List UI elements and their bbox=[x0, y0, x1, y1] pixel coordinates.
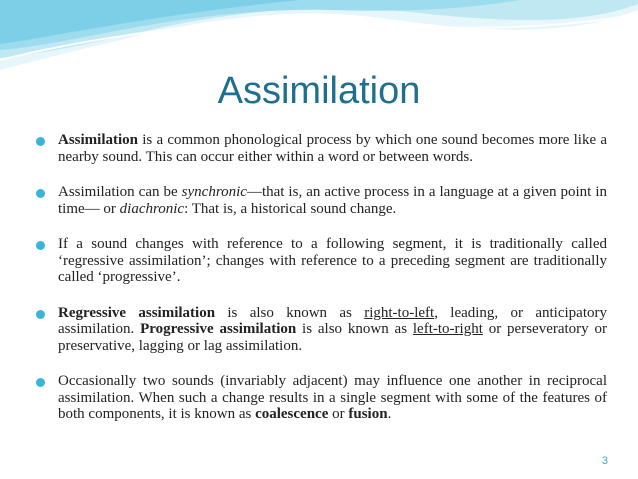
bullet-text bbox=[58, 373, 607, 423]
page-number: 3 bbox=[601, 455, 608, 467]
text-run: —that is, an active process in a language at a given point in time— or bbox=[58, 184, 607, 217]
bullet-dot-icon bbox=[36, 241, 45, 250]
text-run: or bbox=[328, 406, 349, 422]
bullet-item bbox=[36, 184, 607, 217]
text-run: Occasionally two sounds (invariably adjacent) may influence one another in reciprocal assimilation. When such a change results in a single segment with some of the features of both components, it is known as bbox=[58, 373, 607, 422]
bullet-item bbox=[36, 305, 607, 355]
text-run: or perseveratory or preservative, lagging or lag assimilation. bbox=[58, 321, 607, 354]
text-run: , leading, or anticipatory assimilation. bbox=[58, 304, 607, 337]
text-run: is a common phonological process by which one sound becomes more like a nearby sound. This can occur either within a word or between words. bbox=[58, 132, 607, 165]
term-left-to-right: left-to-right bbox=[412, 321, 483, 337]
bullet-text bbox=[58, 305, 607, 355]
bullet-list bbox=[36, 132, 607, 442]
bullet-text: If a sound changes with reference to a following segment, it is traditionally called ‘regressive assimilation’; changes with reference to a preceding segment are traditionally called ‘progressive’. bbox=[58, 236, 607, 285]
term-coalescence: coalescence bbox=[255, 406, 329, 422]
bullet-text bbox=[58, 132, 607, 165]
bullet-dot-icon bbox=[36, 137, 45, 146]
text-run: is also known as bbox=[215, 304, 365, 321]
bullet-dot-icon bbox=[36, 310, 45, 319]
text-run: : That is, a historical sound change. bbox=[184, 200, 397, 217]
text-run: Assimilation can be bbox=[58, 184, 182, 200]
bullet-item bbox=[36, 373, 607, 423]
term-assimilation: Assimilation bbox=[58, 132, 139, 148]
text-run: . bbox=[387, 406, 392, 422]
bullet-dot-icon bbox=[36, 378, 45, 387]
bullet-dot-icon bbox=[36, 189, 45, 198]
bullet-text bbox=[58, 184, 607, 217]
term-right-to-left: right-to-left bbox=[364, 304, 435, 321]
term-regressive-assimilation: Regressive assimilation bbox=[58, 304, 216, 321]
text-run: is also known as bbox=[296, 321, 413, 337]
bullet-item bbox=[36, 236, 607, 286]
term-diachronic: diachronic bbox=[119, 200, 185, 217]
term-fusion: fusion bbox=[348, 406, 388, 422]
term-synchronic: synchronic bbox=[181, 184, 247, 200]
term-progressive-assimilation: Progressive assimilation bbox=[140, 321, 297, 337]
slide-title: Assimilation bbox=[217, 70, 421, 112]
bullet-item bbox=[36, 132, 607, 165]
